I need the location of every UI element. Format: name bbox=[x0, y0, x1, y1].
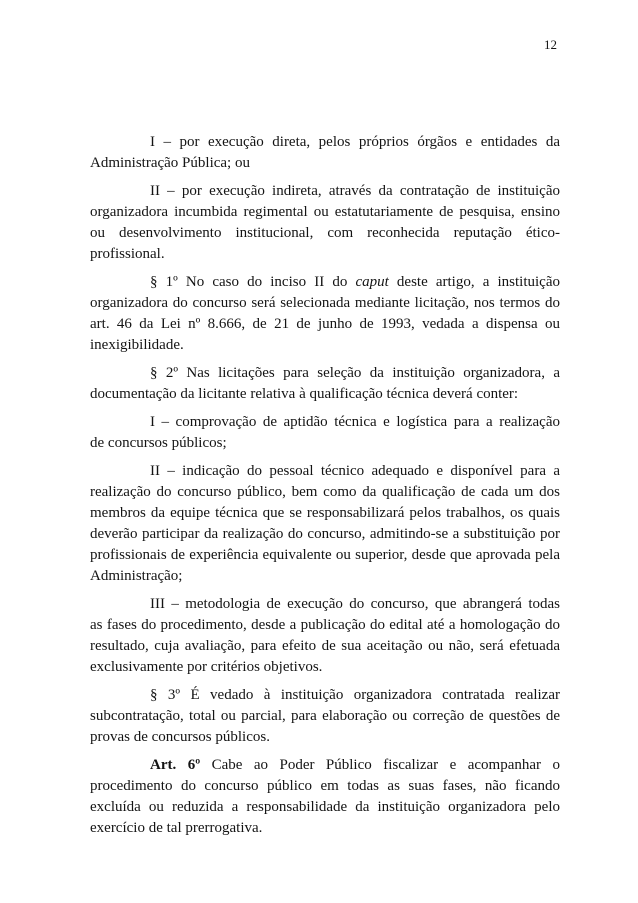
text-line bbox=[90, 272, 560, 293]
paragraph-article-6 bbox=[90, 755, 560, 839]
text-line: inexigibilidade. bbox=[90, 337, 184, 353]
text-line: I – por execução direta, pelos próprios órgãos e entidades da bbox=[150, 134, 560, 150]
text-line: II – indicação do pessoal técnico adequado e disponível para a bbox=[150, 463, 560, 479]
text-line: exclusivamente por critérios objetivos. bbox=[90, 659, 323, 675]
italic-term-caput: caput bbox=[355, 274, 389, 290]
text-line: III – metodologia de execução do concurso, que abrangerá todas bbox=[150, 596, 560, 612]
text-line: documentação da licitante relativa à qualificação técnica deverá conter: bbox=[90, 386, 519, 402]
text-line: as fases do procedimento, desde a publicação do edital até a homologação do bbox=[90, 617, 560, 633]
text-segment: deste artigo, a instituição bbox=[388, 274, 560, 290]
paragraph-inciso-i bbox=[90, 132, 560, 174]
paragraph-section-1 bbox=[90, 272, 560, 356]
text-line: II – por execução indireta, através da contratação de instituição bbox=[150, 183, 560, 199]
text-line: I – comprovação de aptidão técnica e logística para a realização bbox=[150, 414, 560, 430]
text-line: profissional. bbox=[90, 246, 165, 262]
text-line: provas de concursos públicos. bbox=[90, 729, 270, 745]
text-line: de concursos públicos; bbox=[90, 435, 227, 451]
text-line: Administração; bbox=[90, 568, 183, 584]
text-line: art. 46 da Lei nº 8.666, de 21 de junho de 1993, vedada a dispensa ou bbox=[90, 316, 560, 332]
text-line: organizadora incumbida regimental ou estatutariamente de pesquisa, ensino bbox=[90, 204, 560, 220]
text-line: profissionais de experiência equivalente ou superior, desde que aprovada pela bbox=[90, 547, 560, 563]
text-segment: § 1º No caso do inciso II do bbox=[150, 274, 356, 290]
text-line: procedimento do concurso público em todas as suas fases, não ficando bbox=[90, 778, 560, 794]
text-line: realização do concurso público, bem como da qualificação de cada um dos bbox=[90, 484, 560, 500]
text-line: resultado, cuja avaliação, para efeito de sua aceitação ou não, será efetuada bbox=[90, 638, 560, 654]
text-line: organizadora do concurso será selecionada mediante licitação, nos termos do bbox=[90, 295, 560, 311]
text-line bbox=[90, 755, 560, 776]
paragraph-item-iii bbox=[90, 594, 560, 678]
text-line: § 2º Nas licitações para seleção da instituição organizadora, a bbox=[150, 365, 560, 381]
paragraph-item-ii bbox=[90, 461, 560, 587]
text-line: exercício de tal prerrogativa. bbox=[90, 820, 263, 836]
paragraph-inciso-ii bbox=[90, 181, 560, 265]
paragraph-section-3 bbox=[90, 685, 560, 748]
article-heading: Art. 6º bbox=[150, 757, 201, 773]
text-line: membros da equipe técnica que se responsabilizará pelos trabalhos, os quais bbox=[90, 505, 560, 521]
text-line: deverão participar da realização do concurso, admitindo-se a substituição por bbox=[90, 526, 560, 542]
paragraph-item-i bbox=[90, 412, 560, 454]
paragraph-section-2 bbox=[90, 363, 560, 405]
text-line: excluída ou reduzida a responsabilidade da instituição organizadora pelo bbox=[90, 799, 560, 815]
document-body bbox=[90, 132, 560, 846]
text-line: ou desenvolvimento institucional, com reconhecida reputação ético- bbox=[90, 225, 560, 241]
text-line: Administração Pública; ou bbox=[90, 155, 250, 171]
text-line: subcontratação, total ou parcial, para elaboração ou correção de questões de bbox=[90, 708, 560, 724]
page-number: 12 bbox=[544, 37, 557, 52]
text-line: § 3º É vedado à instituição organizadora contratada realizar bbox=[150, 687, 560, 703]
text-segment: Cabe ao Poder Público fiscalizar e acompanhar o bbox=[200, 757, 560, 773]
